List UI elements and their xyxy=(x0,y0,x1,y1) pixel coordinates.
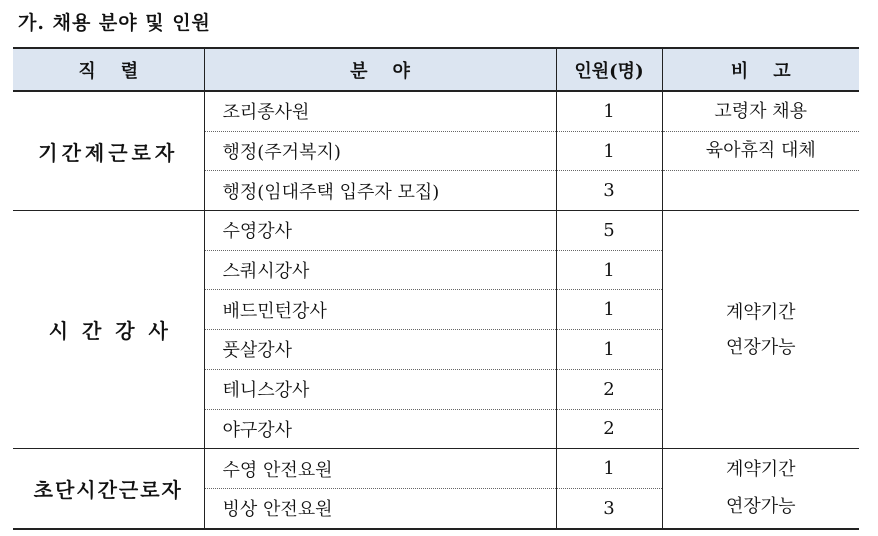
note-cell xyxy=(662,171,859,211)
position-ultra-short-time: 초단시간근로자 xyxy=(13,449,204,529)
field-cell: 조리종사원 xyxy=(204,91,556,131)
count-cell: 1 xyxy=(556,250,662,290)
note-line: 계약기간 xyxy=(725,458,796,480)
header-count: 인원(명) xyxy=(556,48,662,91)
table-header-row xyxy=(13,48,859,91)
count-cell: 1 xyxy=(556,290,662,330)
table-row xyxy=(13,449,859,489)
count-cell: 3 xyxy=(556,488,662,528)
field-cell: 행정(임대주택 입주자 모집) xyxy=(204,171,556,211)
count-cell: 3 xyxy=(556,171,662,211)
position-fixed-term: 기간제근로자 xyxy=(13,91,204,211)
note-cell-instructor xyxy=(662,211,859,449)
note-line: 계약기간 xyxy=(725,301,796,323)
table-row xyxy=(13,91,859,131)
field-cell: 수영 안전요원 xyxy=(204,449,556,489)
count-cell: 2 xyxy=(556,369,662,409)
note-line: 연장가능 xyxy=(725,336,796,358)
table-row xyxy=(13,211,859,251)
field-cell: 배드민턴강사 xyxy=(204,290,556,330)
count-cell: 1 xyxy=(556,449,662,489)
note-line: 연장가능 xyxy=(725,496,796,518)
section-title: 가. 채용 분야 및 인원 xyxy=(18,12,211,34)
field-cell: 빙상 안전요원 xyxy=(204,488,556,528)
recruitment-table xyxy=(13,47,859,530)
count-cell: 5 xyxy=(556,211,662,251)
count-cell: 2 xyxy=(556,409,662,449)
field-cell: 풋살강사 xyxy=(204,330,556,370)
position-part-time-instructor: 시 간 강 사 xyxy=(13,211,204,449)
field-cell: 야구강사 xyxy=(204,409,556,449)
header-field: 분 야 xyxy=(204,48,556,91)
count-cell: 1 xyxy=(556,131,662,171)
note-cell: 고령자 채용 xyxy=(662,91,859,131)
note-cell-ultra-short xyxy=(662,449,859,529)
header-position: 직 렬 xyxy=(13,48,204,91)
header-note: 비 고 xyxy=(662,48,859,91)
field-cell: 행정(주거복지) xyxy=(204,131,556,171)
count-cell: 1 xyxy=(556,330,662,370)
count-cell: 1 xyxy=(556,91,662,131)
field-cell: 스쿼시강사 xyxy=(204,250,556,290)
field-cell: 수영강사 xyxy=(204,211,556,251)
note-cell: 육아휴직 대체 xyxy=(662,131,859,171)
field-cell: 테니스강사 xyxy=(204,369,556,409)
